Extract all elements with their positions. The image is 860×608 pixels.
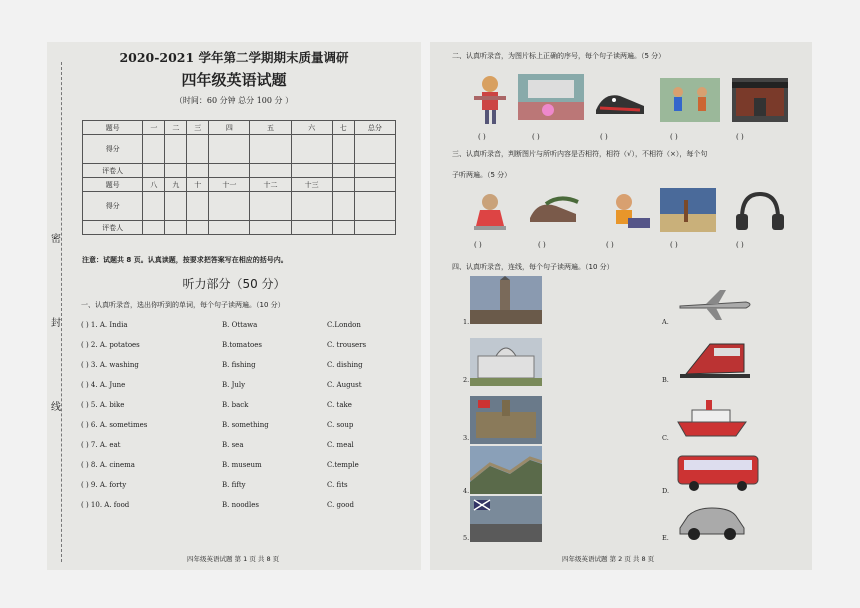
score-cell[interactable] xyxy=(143,192,165,221)
bus-picture xyxy=(676,452,760,492)
train-picture xyxy=(680,334,750,380)
match-number: 5. xyxy=(463,534,470,542)
option-b: B. fishing xyxy=(222,361,256,369)
grader-cell[interactable] xyxy=(250,221,291,235)
table-cell: 十二 xyxy=(250,178,291,192)
option-b: B. museum xyxy=(222,461,262,469)
q2-answer-row xyxy=(430,133,812,143)
table-cell: 四 xyxy=(209,121,250,135)
table-cell: 得分 xyxy=(83,192,143,221)
girl-picture xyxy=(466,190,514,234)
table-cell: 十 xyxy=(187,178,209,192)
match-letter: C. xyxy=(662,434,669,442)
table-cell: 十一 xyxy=(209,178,250,192)
answer-blank[interactable]: ( ) xyxy=(600,133,608,141)
page-footer: 四年级英语试题 第 2 页 共 8 页 xyxy=(562,555,655,563)
option-a: ( ) 7. A. eat xyxy=(81,441,121,449)
ship-picture xyxy=(676,396,748,442)
shop-scene-picture xyxy=(518,74,584,120)
score-cell[interactable] xyxy=(291,135,332,164)
grader-cell[interactable] xyxy=(250,164,291,178)
grader-cell[interactable] xyxy=(209,164,250,178)
car-picture xyxy=(676,500,748,542)
notice: 注意：试题共 8 页。认真读题，按要求把答案写在相应的括号内。 xyxy=(82,256,288,264)
temple-picture xyxy=(732,78,788,122)
score-table xyxy=(82,120,396,235)
table-row xyxy=(83,221,396,235)
option-b: B. Ottawa xyxy=(222,321,258,329)
option-b: B. noodles xyxy=(222,501,259,509)
table-cell xyxy=(354,178,395,192)
table-cell xyxy=(332,178,354,192)
score-cell[interactable] xyxy=(332,135,354,164)
margin-char-mi: 密 xyxy=(51,230,61,245)
answer-blank[interactable]: ( ) xyxy=(670,133,678,141)
answer-blank[interactable]: ( ) xyxy=(606,241,614,249)
answer-blank[interactable]: ( ) xyxy=(532,133,540,141)
match-number: 2. xyxy=(463,376,470,384)
listening-heading: 听力部分（50 分） xyxy=(182,277,286,291)
margin-char-xian: 线 xyxy=(51,398,61,413)
score-cell[interactable] xyxy=(250,135,291,164)
list-item[interactable] xyxy=(81,421,401,435)
grader-cell[interactable] xyxy=(165,164,187,178)
list-item[interactable] xyxy=(81,401,401,415)
binding-margin-line xyxy=(61,62,62,562)
score-cell[interactable] xyxy=(354,135,395,164)
option-c: C.temple xyxy=(327,461,359,469)
score-cell[interactable] xyxy=(143,135,165,164)
table-cell: 三 xyxy=(187,121,209,135)
table-cell: 评卷人 xyxy=(83,221,143,235)
list-item[interactable] xyxy=(81,481,401,495)
table-row xyxy=(83,192,396,221)
page-footer: 四年级英语试题 第 1 页 共 8 页 xyxy=(187,555,280,563)
option-c: C. fits xyxy=(327,481,348,489)
option-a: ( ) 3. A. washing xyxy=(81,361,139,369)
score-cell[interactable] xyxy=(209,192,250,221)
list-item[interactable] xyxy=(81,461,401,475)
list-item[interactable] xyxy=(81,341,401,355)
table-cell: 八 xyxy=(143,178,165,192)
table-row xyxy=(83,135,396,164)
answer-blank[interactable]: ( ) xyxy=(736,241,744,249)
q3-answer-row xyxy=(430,241,812,251)
option-c: C.London xyxy=(327,321,361,329)
option-a: ( ) 2. A. potatoes xyxy=(81,341,140,349)
option-c: C. good xyxy=(327,501,354,509)
score-cell[interactable] xyxy=(291,192,332,221)
header-title: 2020-2021 学年第二学期期末质量调研 xyxy=(119,50,349,65)
table-cell: 得分 xyxy=(83,135,143,164)
option-a: ( ) 10. A. food xyxy=(81,501,130,509)
list-item[interactable] xyxy=(81,501,401,515)
option-a: ( ) 6. A. sometimes xyxy=(81,421,148,429)
margin-char-feng: 封 xyxy=(51,314,61,329)
match-letter: D. xyxy=(662,487,670,495)
match-letter: E. xyxy=(662,534,669,542)
grader-cell[interactable] xyxy=(354,164,395,178)
answer-blank[interactable]: ( ) xyxy=(736,133,744,141)
q2-instruction: 二、认真听录音，为图片标上正确的序号，每个句子读两遍。（5 分） xyxy=(452,52,666,60)
answer-blank[interactable]: ( ) xyxy=(478,133,486,141)
table-cell: 七 xyxy=(332,121,354,135)
match-letter: B. xyxy=(662,376,669,384)
score-cell[interactable] xyxy=(354,192,395,221)
grader-cell[interactable] xyxy=(143,221,165,235)
option-c: C. soup xyxy=(327,421,354,429)
option-b: B. sea xyxy=(222,441,244,449)
score-cell[interactable] xyxy=(187,135,209,164)
table-cell: 二 xyxy=(165,121,187,135)
table-cell: 五 xyxy=(250,121,291,135)
list-item[interactable] xyxy=(81,441,401,455)
option-a: ( ) 5. A. bike xyxy=(81,401,125,409)
q4-instruction: 四、认真听录音，连线，每个句子读两遍。（10 分） xyxy=(452,263,614,271)
capitol-building-picture xyxy=(470,338,542,386)
grader-cell[interactable] xyxy=(354,221,395,235)
grader-cell[interactable] xyxy=(165,221,187,235)
table-cell: 九 xyxy=(165,178,187,192)
option-b: B.tomatoes xyxy=(222,341,262,349)
score-cell[interactable] xyxy=(209,135,250,164)
option-b: B. fifty xyxy=(222,481,246,489)
table-cell: 题号 xyxy=(83,121,143,135)
table-row xyxy=(83,121,396,135)
kids-playing-picture xyxy=(660,78,720,122)
match-number: 1. xyxy=(463,318,470,326)
grader-cell[interactable] xyxy=(291,164,332,178)
list-item[interactable] xyxy=(81,321,401,335)
q3-instruction-line1: 三、认真听录音，判断图片与所听内容是否相符，相符（√），不相符（×），每个句 xyxy=(452,150,708,158)
headphones-picture xyxy=(730,188,790,234)
exam-page-1 xyxy=(47,42,421,570)
option-a: ( ) 1. A. India xyxy=(81,321,128,329)
option-b: B. back xyxy=(222,401,249,409)
option-c: C. meal xyxy=(327,441,354,449)
grader-cell[interactable] xyxy=(332,164,354,178)
beach-scene-picture xyxy=(660,188,716,232)
match-number: 3. xyxy=(463,434,470,442)
exam-info: （时间：60 分钟 总分 100 分 ） xyxy=(174,96,294,105)
list-item[interactable] xyxy=(81,361,401,375)
answer-blank[interactable]: ( ) xyxy=(670,241,678,249)
grader-cell[interactable] xyxy=(209,221,250,235)
option-a: ( ) 8. A. cinema xyxy=(81,461,135,469)
table-cell: 总分 xyxy=(354,121,395,135)
option-c: C. August xyxy=(327,381,362,389)
option-a: ( ) 9. A. forty xyxy=(81,481,127,489)
airplane-picture xyxy=(676,286,756,322)
canada-parliament-picture xyxy=(470,396,542,444)
table-cell: 六 xyxy=(291,121,332,135)
option-b: B. July xyxy=(222,381,246,389)
q1-instruction: 一、认真听录音，选出你听到的单词，每个句子读两遍。（10 分） xyxy=(81,301,285,309)
shoes-picture xyxy=(526,192,586,230)
exam-name: 四年级英语试题 xyxy=(181,71,287,89)
score-cell[interactable] xyxy=(187,192,209,221)
big-ben-picture xyxy=(470,276,542,324)
list-item[interactable] xyxy=(81,381,401,395)
option-c: C. take xyxy=(327,401,352,409)
score-cell[interactable] xyxy=(165,135,187,164)
option-c: C. dishing xyxy=(327,361,363,369)
grader-cell[interactable] xyxy=(143,164,165,178)
score-cell[interactable] xyxy=(165,192,187,221)
table-cell: 评卷人 xyxy=(83,164,143,178)
scarecrow-picture xyxy=(470,72,510,127)
score-cell[interactable] xyxy=(250,192,291,221)
great-wall-picture xyxy=(470,446,542,494)
table-row xyxy=(83,164,396,178)
answer-blank[interactable]: ( ) xyxy=(474,241,482,249)
exam-page-2 xyxy=(430,42,812,570)
grader-cell[interactable] xyxy=(187,221,209,235)
table-cell: 题号 xyxy=(83,178,143,192)
match-letter: A. xyxy=(662,318,669,326)
option-b: B. something xyxy=(222,421,269,429)
table-row xyxy=(83,178,396,192)
match-number: 4. xyxy=(463,487,470,495)
sydney-scene-picture xyxy=(470,496,542,542)
grader-cell[interactable] xyxy=(332,221,354,235)
option-a: ( ) 4. A. June xyxy=(81,381,126,389)
option-c: C. trousers xyxy=(327,341,367,349)
score-cell[interactable] xyxy=(332,192,354,221)
q3-instruction-line2: 子听两遍。（5 分） xyxy=(452,171,512,179)
answer-blank[interactable]: ( ) xyxy=(538,241,546,249)
table-cell: 一 xyxy=(143,121,165,135)
grader-cell[interactable] xyxy=(187,164,209,178)
grader-cell[interactable] xyxy=(291,221,332,235)
boy-studying-picture xyxy=(598,188,656,234)
table-cell: 十三 xyxy=(291,178,332,192)
sneakers-picture xyxy=(594,82,648,118)
